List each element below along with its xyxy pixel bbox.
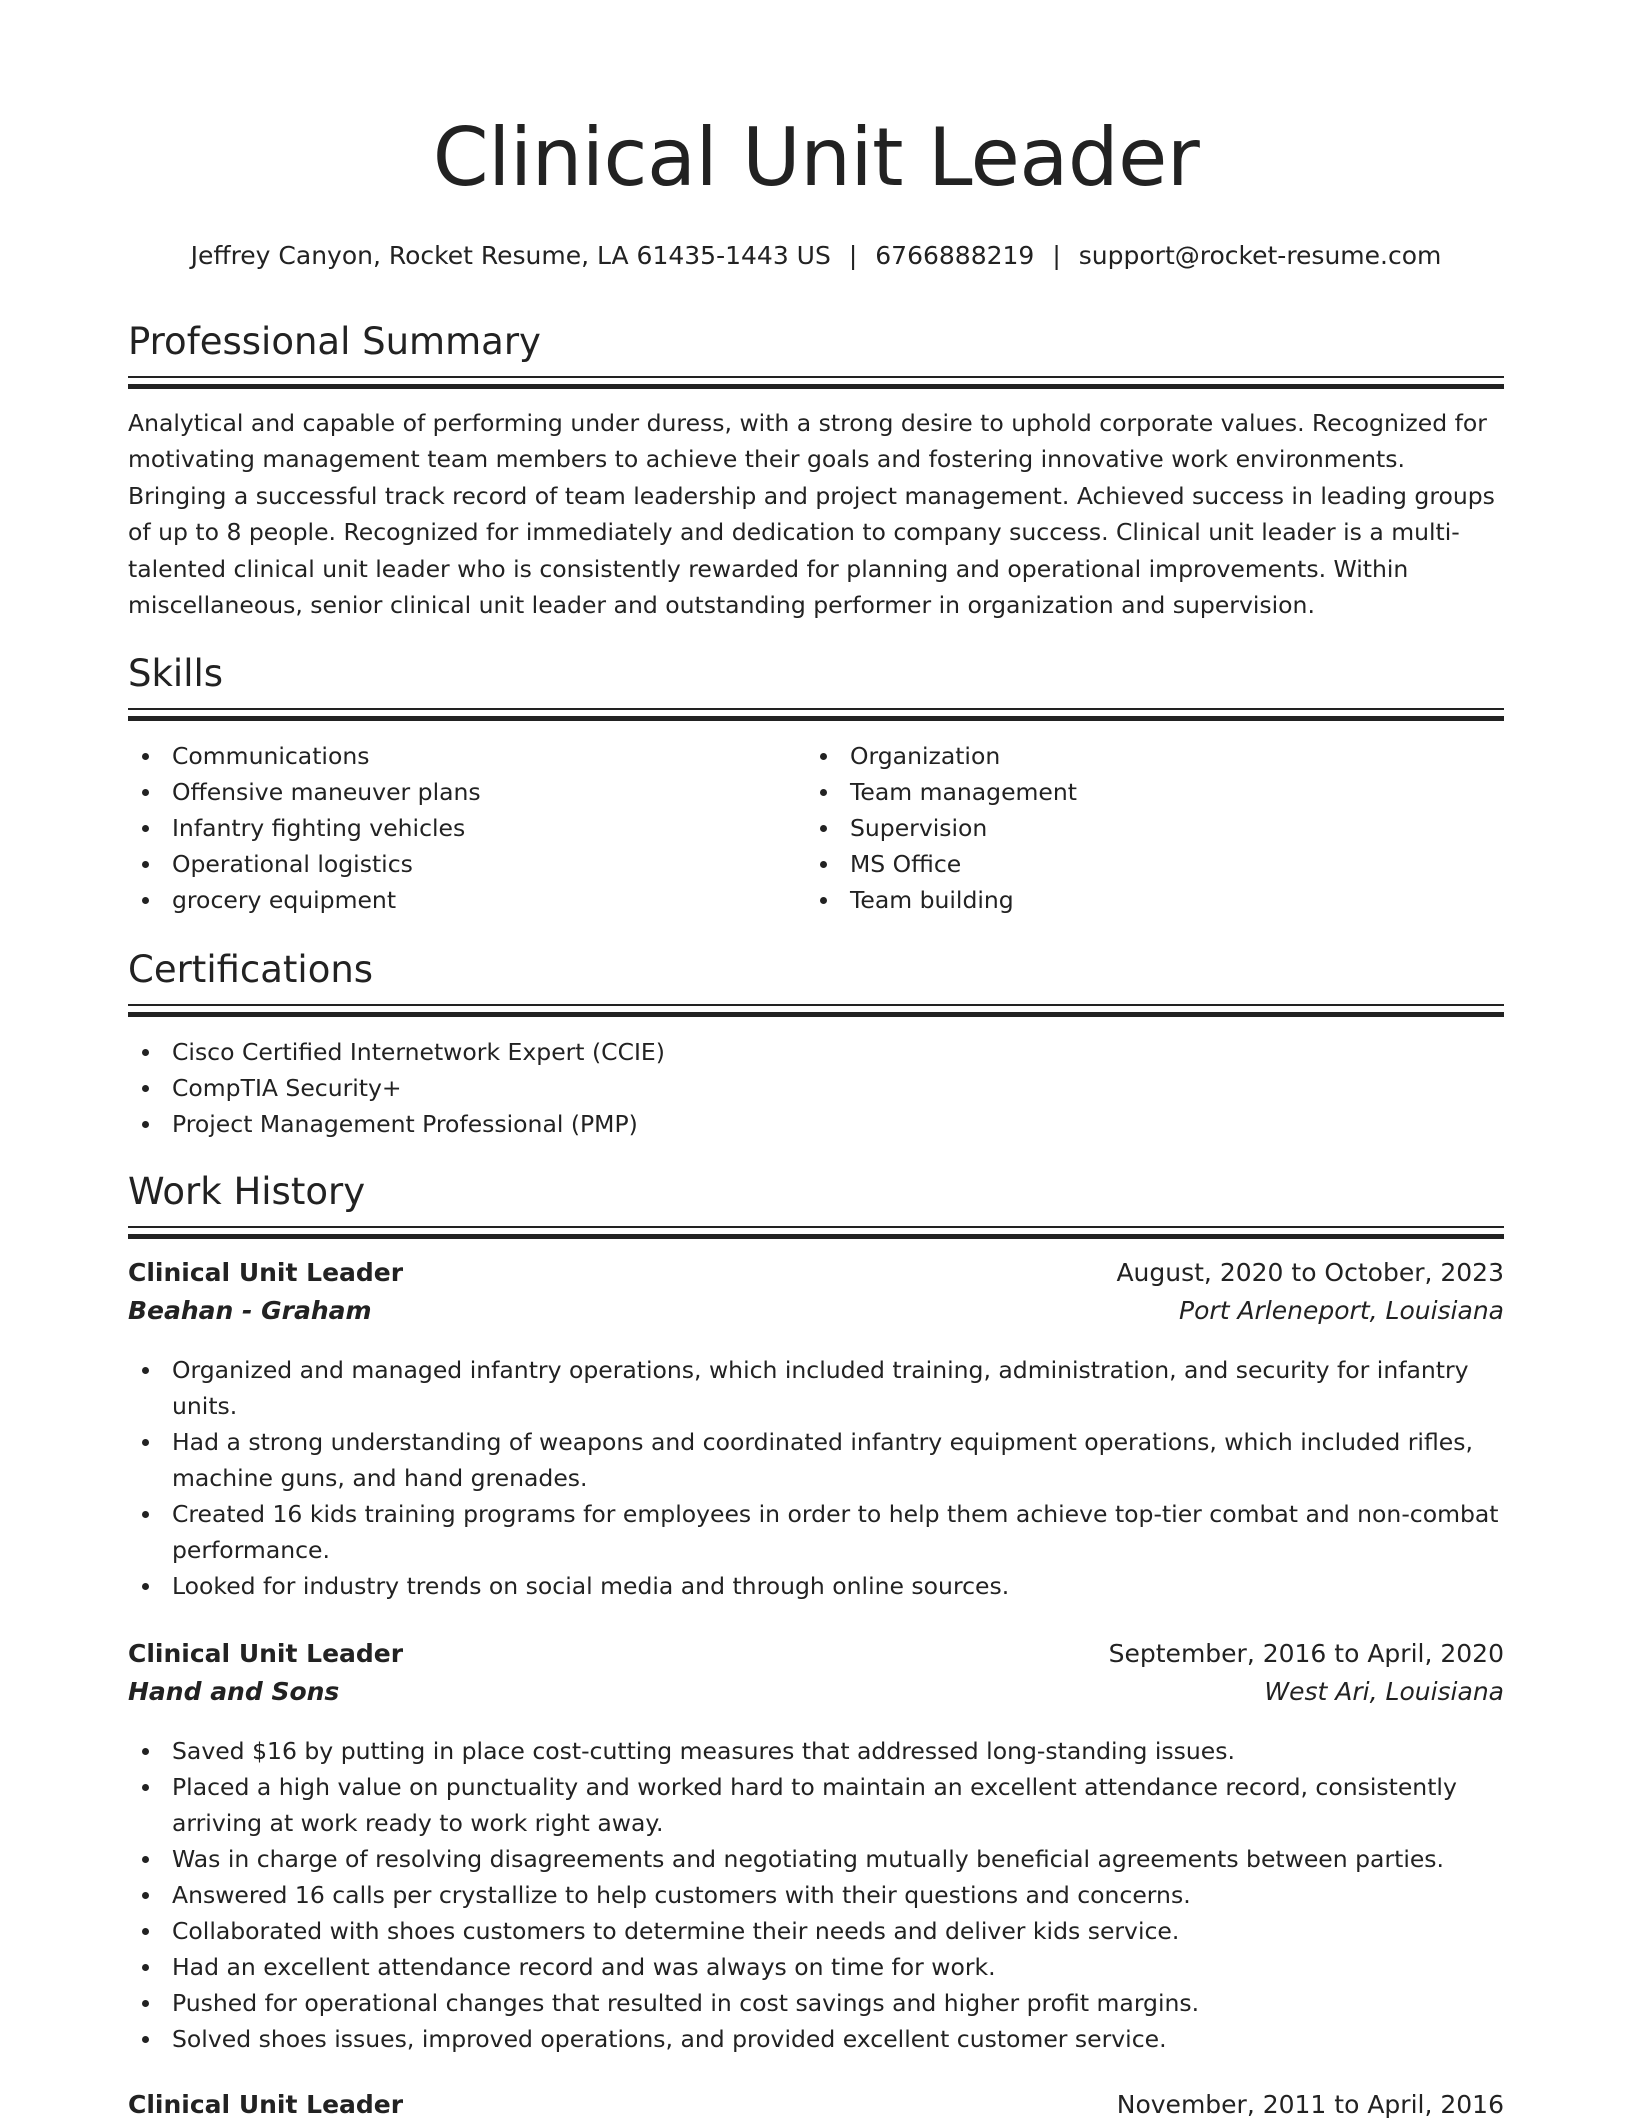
summary-heading: Professional Summary [128, 320, 541, 363]
skill-item: Communications [128, 738, 788, 774]
summary-text: Analytical and capable of performing under duress, with a strong desire to uphold corporate values. Recognized for motivating management team members to achieve their goals and fostering innovative work environments. Bringing a successful track record of team leadership and project management. Achieved success in leading groups of up to 8 people. Recognized for immediately and dedication to company success. Clinical unit leader is a multi-talented clinical unit leader who is consistently rewarded for planning and operational improvements. Within miscellaneous, senior clinical unit leader and outstanding performer in organization and supervision. [128, 409, 1495, 620]
skills-heading: Skills [128, 652, 224, 695]
job-employer-row [128, 1296, 1504, 1334]
skill-item: Supervision [806, 810, 1466, 846]
skill-item: Offensive maneuver plans [128, 774, 788, 810]
job-header [128, 2090, 1504, 2128]
skills-list-right [806, 738, 1466, 918]
job-company: Beahan - Graham [128, 1296, 372, 1325]
contact-phone: 6766888219 [875, 241, 1035, 270]
job-company: Hand and Sons [128, 1677, 340, 1706]
job-employer-row [128, 1677, 1504, 1715]
job-bullet: Answered 16 calls per crystallize to help customers with their questions and concerns. [128, 1877, 1504, 1913]
job-title: Clinical Unit Leader [128, 1639, 404, 1668]
job-bullets [128, 1733, 1504, 2057]
skill-item: Team management [806, 774, 1466, 810]
job-bullet: Looked for industry trends on social media and through online sources. [128, 1568, 1504, 1604]
skill-item: MS Office [806, 846, 1466, 882]
certification-item: Cisco Certified Internetwork Expert (CCIE) [128, 1034, 1504, 1070]
certification-item: CompTIA Security+ [128, 1070, 1504, 1106]
skill-item: Operational logistics [128, 846, 788, 882]
section-divider [128, 1004, 1504, 1016]
job-title: Clinical Unit Leader [128, 1258, 404, 1287]
job-bullet: Had an excellent attendance record and was always on time for work. [128, 1949, 1504, 1985]
skill-item: grocery equipment [128, 882, 788, 918]
job-dates: September, 2016 to April, 2020 [1108, 1639, 1504, 1668]
job-bullet: Solved shoes issues, improved operations, and provided excellent customer service. [128, 2021, 1504, 2057]
job-bullet: Had a strong understanding of weapons and coordinated infantry equipment operations, which included rifles, machine guns, and hand grenades. [128, 1424, 1504, 1496]
work-history-heading: Work History [128, 1170, 366, 1213]
certifications-heading: Certifications [128, 948, 374, 991]
section-divider [128, 376, 1504, 388]
job-bullet: Was in charge of resolving disagreements and negotiating mutually beneficial agreements between parties. [128, 1841, 1504, 1877]
job-bullet: Collaborated with shoes customers to determine their needs and deliver kids service. [128, 1913, 1504, 1949]
contact-email: support@rocket-resume.com [1078, 241, 1442, 270]
section-divider [128, 708, 1504, 720]
contact-address: Jeffrey Canyon, Rocket Resume, LA 61435-1443 US [190, 241, 831, 270]
job-bullet: Saved $16 by putting in place cost-cutting measures that addressed long-standing issues. [128, 1733, 1504, 1769]
contact-line [128, 238, 1504, 274]
skill-item: Team building [806, 882, 1466, 918]
job-location: Port Arleneport, Louisiana [1179, 1296, 1504, 1325]
contact-separator: | [848, 241, 858, 270]
job-dates: August, 2020 to October, 2023 [1116, 1258, 1504, 1287]
job-header [128, 1639, 1504, 1677]
skill-item: Infantry fighting vehicles [128, 810, 788, 846]
job-bullet: Placed a high value on punctuality and worked hard to maintain an excellent attendance record, consistently arriving at work ready to work right away. [128, 1769, 1504, 1841]
certification-item: Project Management Professional (PMP) [128, 1106, 1504, 1142]
section-divider [128, 1226, 1504, 1238]
job-title: Clinical Unit Leader [128, 2090, 404, 2119]
certifications-list [128, 1034, 1504, 1142]
job-header [128, 1258, 1504, 1296]
job-bullet: Created 16 kids training programs for employees in order to help them achieve top-tier combat and non-combat performance. [128, 1496, 1504, 1568]
job-bullets [128, 1352, 1504, 1604]
skill-item: Organization [806, 738, 1466, 774]
skills-list-left [128, 738, 788, 918]
job-bullet: Organized and managed infantry operations, which included training, administration, and security for infantry units. [128, 1352, 1504, 1424]
job-dates: November, 2011 to April, 2016 [1116, 2090, 1504, 2119]
contact-separator: | [1052, 241, 1061, 270]
job-location: West Ari, Louisiana [1264, 1677, 1504, 1706]
resume-name: Clinical Unit Leader [432, 111, 1200, 204]
job-bullet: Pushed for operational changes that resulted in cost savings and higher profit margins. [128, 1985, 1504, 2021]
